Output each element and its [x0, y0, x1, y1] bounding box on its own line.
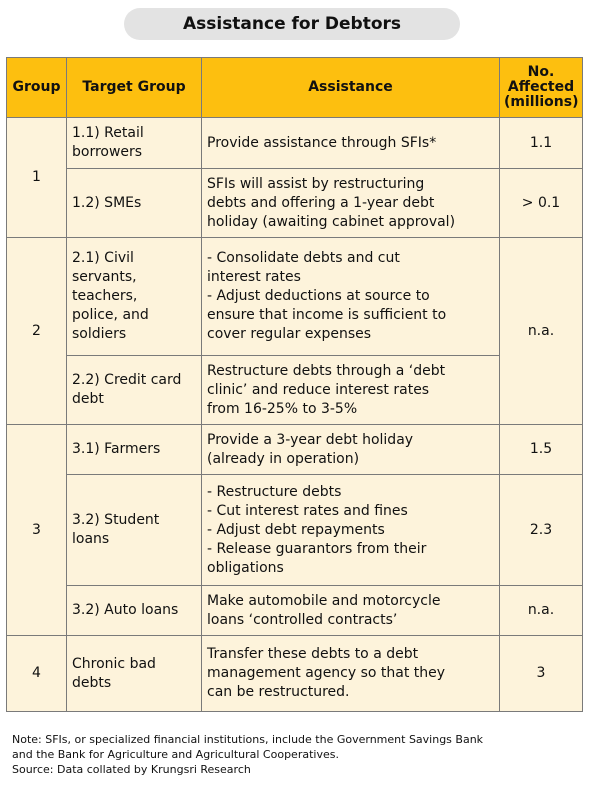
table-row — [7, 475, 583, 586]
assistance-cell: - Consolidate debts and cut interest rates - Adjust deductions at source to ensure that income is sufficient to cover regular expenses — [202, 238, 500, 356]
assistance-cell: Make automobile and motorcycle loans ‘controlled contracts’ — [202, 586, 500, 636]
table-row — [7, 118, 583, 169]
table-row — [7, 586, 583, 636]
table-row — [7, 636, 583, 712]
target-cell: 1.2) SMEs — [67, 169, 202, 238]
target-cell: Chronic bad debts — [67, 636, 202, 712]
target-cell: 3.1) Farmers — [67, 425, 202, 475]
table-header — [7, 58, 583, 118]
page-title — [124, 8, 460, 40]
affected-cell: 3 — [500, 636, 583, 712]
header-affected-line2: Affected — [507, 79, 575, 95]
group-cell: 1 — [7, 118, 67, 238]
debtor-assistance-table — [6, 57, 583, 712]
source-line: Source: Data collated by Krungsri Research — [12, 763, 251, 776]
affected-cell: 1.5 — [500, 425, 583, 475]
table-row — [7, 425, 583, 475]
affected-cell: n.a. — [500, 238, 583, 425]
header-row — [7, 58, 583, 118]
group-cell: 4 — [7, 636, 67, 712]
header-affected-line3: (millions) — [504, 94, 579, 110]
affected-cell: n.a. — [500, 586, 583, 636]
assistance-cell: SFIs will assist by restructuring debts and offering a 1-year debt holiday (awaiting cabinet approval) — [202, 169, 500, 238]
group-cell: 2 — [7, 238, 67, 425]
table-row — [7, 169, 583, 238]
assistance-cell: - Restructure debts - Cut interest rates and fines - Adjust debt repayments - Release guarantors from their obligations — [202, 475, 500, 586]
note-line: and the Bank for Agriculture and Agricultural Cooperatives. — [12, 748, 339, 761]
assistance-cell: Provide a 3-year debt holiday (already in operation) — [202, 425, 500, 475]
header-affected — [500, 58, 583, 118]
assistance-cell: Provide assistance through SFIs* — [202, 118, 500, 169]
header-affected-line1: No. — [527, 64, 555, 80]
affected-cell: 2.3 — [500, 475, 583, 586]
group-cell: 3 — [7, 425, 67, 636]
note-line: Note: SFIs, or specialized financial institutions, include the Government Savings Bank — [12, 733, 484, 746]
assistance-cell: Transfer these debts to a debt management agency so that they can be restructured. — [202, 636, 500, 712]
header-group: Group — [7, 58, 67, 118]
target-cell: 2.1) Civil servants, teachers, police, and soldiers — [67, 238, 202, 356]
target-cell: 3.2) Student loans — [67, 475, 202, 586]
table-row — [7, 356, 583, 425]
affected-cell: > 0.1 — [500, 169, 583, 238]
target-cell: 1.1) Retail borrowers — [67, 118, 202, 169]
footnotes — [12, 732, 592, 777]
target-cell: 2.2) Credit card debt — [67, 356, 202, 425]
assistance-cell: Restructure debts through a ‘debt clinic’ and reduce interest rates from 16-25% to 3-5% — [202, 356, 500, 425]
target-cell: 3.2) Auto loans — [67, 586, 202, 636]
page-title-text: Assistance for Debtors — [182, 14, 402, 34]
header-assistance: Assistance — [202, 58, 500, 118]
header-target-group: Target Group — [67, 58, 202, 118]
table-body — [7, 118, 583, 712]
table-row — [7, 238, 583, 356]
affected-cell: 1.1 — [500, 118, 583, 169]
